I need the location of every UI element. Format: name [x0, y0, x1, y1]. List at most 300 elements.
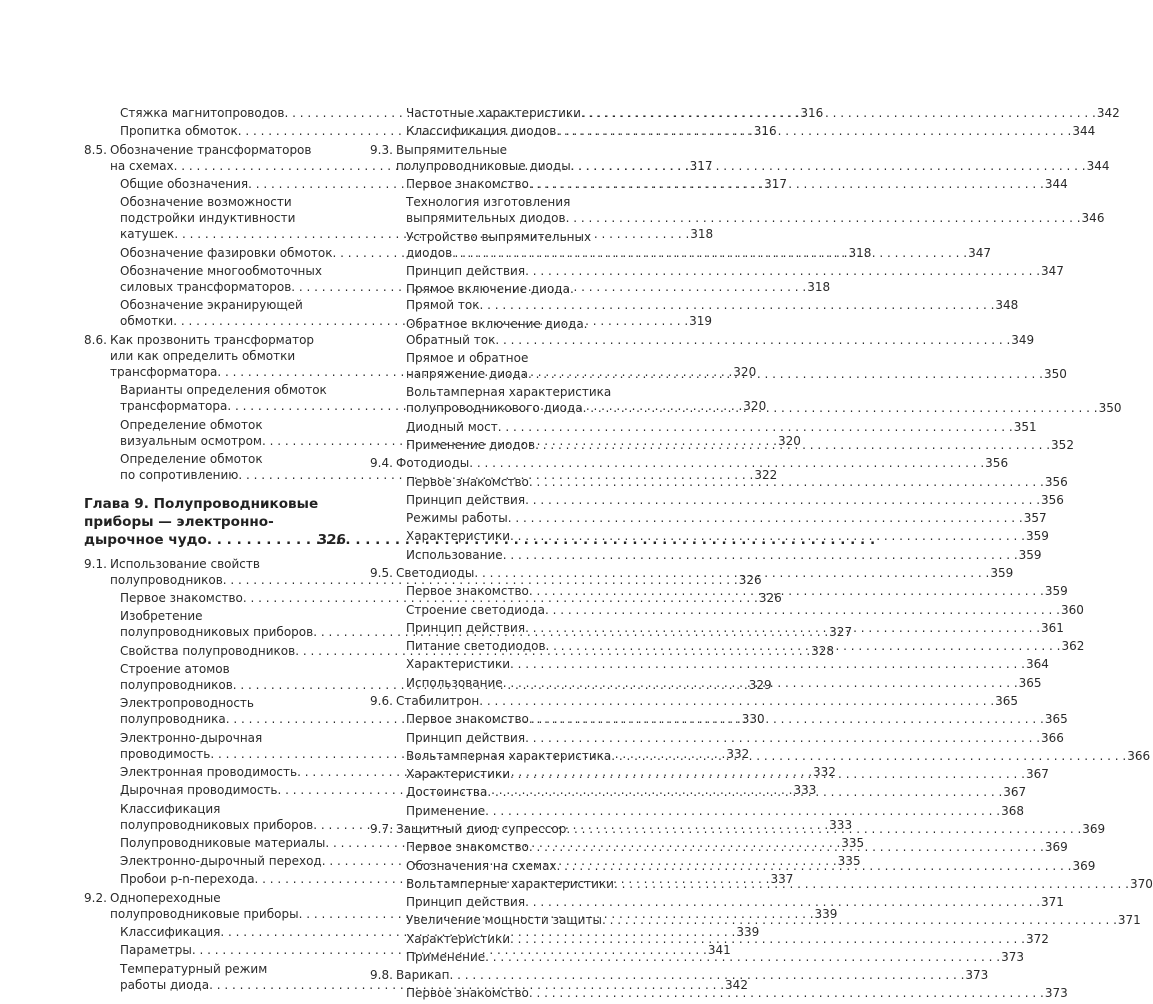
page-number: 316 — [800, 106, 824, 120]
entry-title-line: Технология изготовления — [406, 195, 571, 210]
dot-leader — [529, 176, 1044, 192]
page-number: 357 — [1023, 511, 1047, 526]
section-number: 8.6. — [84, 332, 107, 347]
dot-leader — [566, 210, 1081, 226]
dot-leader — [581, 105, 1096, 121]
toc-subsection-entry — [370, 547, 1042, 563]
page-number: 335 — [837, 854, 861, 869]
entry-last-line — [396, 693, 1018, 709]
page-number: 322 — [754, 468, 778, 483]
page-number: 318 — [807, 280, 831, 295]
page-number: 373 — [965, 968, 989, 983]
section-number — [84, 961, 120, 993]
page-number: 352 — [1051, 438, 1074, 453]
section-number — [370, 839, 406, 855]
page-number: 356 — [1041, 492, 1064, 507]
entry-text — [406, 528, 1049, 544]
entry-last-line — [406, 245, 991, 261]
entry-text — [406, 437, 1074, 453]
entry-title-line: Пропитка обмоток — [120, 124, 238, 139]
section-number — [370, 105, 406, 121]
entry-title-line: Общие обозначения — [120, 176, 249, 191]
entry-last-line — [406, 784, 1026, 800]
section-number: 9.8. — [370, 968, 393, 983]
entry-last-line — [406, 931, 1049, 947]
entry-title-line: Обозначение экранирующей — [120, 298, 303, 313]
dot-leader — [583, 400, 1098, 416]
page-number: 365 — [1044, 712, 1068, 727]
dot-leader — [510, 931, 1025, 947]
page-number: 332 — [726, 746, 750, 761]
entry-text — [406, 858, 1095, 874]
dot-leader — [452, 245, 967, 261]
entry-text — [406, 123, 1095, 139]
section-number — [370, 656, 406, 672]
dot-leader — [487, 784, 1002, 800]
entry-title-line: Электронно-дырочный переход — [120, 854, 322, 869]
section-number: 8.5. — [84, 142, 107, 157]
dot-leader — [525, 492, 1040, 508]
entry-title-line: Классификация диодов — [406, 124, 557, 139]
entry-title-line: полупроводниковые диоды — [396, 158, 571, 173]
section-number — [370, 602, 406, 618]
page-number: 349 — [1011, 332, 1035, 347]
entry-title-line: Прямой ток — [406, 298, 480, 313]
section-number — [84, 661, 120, 693]
entry-title-line: Вольтамперные характеристики — [406, 876, 614, 891]
dot-leader — [479, 297, 994, 313]
dot-leader — [508, 510, 1023, 526]
page-number: 347 — [1041, 263, 1064, 278]
entry-last-line — [406, 730, 1064, 746]
entry-title-line: Первое знакомство — [406, 712, 529, 727]
page-number: 326 — [317, 531, 346, 548]
entry-text — [406, 894, 1064, 910]
section-number — [84, 451, 120, 483]
page-number: 319 — [689, 314, 713, 329]
entry-text — [406, 583, 1068, 599]
section-number — [370, 316, 406, 348]
entry-text — [406, 985, 1068, 1001]
entry-last-line — [406, 210, 1104, 226]
entry-text — [406, 384, 1122, 416]
dot-leader — [525, 894, 1040, 910]
page-number: 320 — [743, 399, 767, 414]
page-number: 317 — [764, 176, 788, 191]
section-number — [370, 281, 406, 313]
chapter-title-line: Глава 9. Полупроводниковые — [84, 496, 319, 513]
page-number: 350 — [1098, 401, 1122, 416]
entry-title-line: Изобретение — [120, 609, 203, 624]
page-number: 356 — [985, 456, 1009, 471]
entry-title-line: Определение обмоток — [120, 417, 263, 432]
page-number: 359 — [1018, 547, 1042, 562]
entry-last-line — [406, 656, 1049, 672]
section-number — [370, 876, 406, 892]
entry-text — [406, 492, 1064, 508]
dot-leader — [557, 858, 1072, 874]
section-number — [84, 764, 120, 780]
dot-leader — [525, 620, 1040, 636]
page-number: 337 — [770, 872, 794, 887]
page-number: 344 — [1072, 124, 1096, 139]
entry-last-line — [406, 547, 1042, 563]
page-number: 332 — [813, 764, 836, 779]
page-number: 318 — [848, 245, 872, 260]
entry-title-line: Прямое включение диода. — [406, 282, 574, 297]
section-number — [370, 784, 406, 800]
entry-text — [406, 350, 1067, 382]
entry-title-line: Характеристики — [406, 767, 511, 782]
page-number: 359 — [1044, 584, 1068, 599]
section-number — [370, 419, 406, 435]
page-number: 369 — [1082, 821, 1106, 836]
page-number: 371 — [1041, 895, 1064, 910]
section-number — [84, 194, 120, 242]
entry-title-line: Использование — [406, 675, 503, 690]
section-number — [370, 638, 406, 654]
section-number — [370, 350, 406, 382]
page-number: 370 — [1129, 876, 1153, 891]
page-number: 316 — [753, 124, 777, 139]
page-number: 344 — [1086, 158, 1110, 173]
entry-title-line: Стабилитрон — [396, 693, 480, 708]
entry-last-line — [406, 839, 1068, 855]
entry-text — [406, 675, 1042, 691]
entry-title-line: Определение обмоток — [120, 451, 263, 466]
entry-title-line: Классификация — [120, 925, 221, 940]
page-number: 365 — [995, 693, 1019, 708]
chapter-title-line: приборы — электронно- — [84, 513, 274, 530]
entry-title-line: Характеристики — [406, 529, 511, 544]
entry-text — [406, 510, 1047, 526]
dot-leader — [525, 730, 1040, 746]
toc-section-entry — [370, 455, 1009, 471]
entry-text — [406, 229, 991, 261]
entry-last-line — [406, 638, 1084, 654]
page-number: 320 — [777, 433, 801, 448]
entry-title-line: визуальным осмотром — [120, 433, 262, 448]
entry-last-line — [396, 565, 1013, 581]
section-number: 9.7. — [370, 821, 393, 836]
section-number — [84, 643, 120, 659]
page-number: 359 — [990, 566, 1014, 580]
section-number — [370, 931, 406, 947]
toc-subsection-entry — [370, 263, 1064, 279]
page-number: 369 — [1072, 858, 1096, 873]
entry-title-line: трансформатора — [120, 399, 228, 414]
page-number: 368 — [1001, 803, 1024, 818]
entry-text — [406, 949, 1024, 965]
dot-leader — [474, 565, 989, 581]
entry-last-line — [406, 876, 1153, 892]
section-number — [370, 510, 406, 526]
toc-subsection-entry — [370, 803, 1024, 819]
entry-last-line — [406, 105, 1120, 121]
entry-title-line: Обозначения на схемах — [406, 858, 557, 873]
entry-title-line: полупроводниковых приборов — [120, 625, 314, 640]
toc-subsection-entry — [370, 656, 1049, 672]
entry-title-line: Принцип действия — [406, 263, 526, 278]
entry-title-line: Использование свойств — [110, 556, 260, 571]
entry-title-line: Частотные характеристики — [406, 106, 581, 120]
page-number: 367 — [1003, 785, 1027, 800]
section-number — [370, 528, 406, 544]
entry-title-line: Принцип действия — [406, 730, 526, 745]
entry-title-line: Характеристики — [406, 657, 511, 672]
entry-title-line: Как прозвонить трансформатор — [110, 332, 315, 347]
dot-leader — [556, 123, 1071, 139]
entry-title-line: обмотки — [120, 314, 174, 329]
entry-text — [406, 316, 1034, 348]
page-number: 350 — [1043, 367, 1067, 382]
entry-title-line: Применение — [406, 803, 486, 818]
entry-title-line: Светодиоды — [396, 566, 475, 580]
page-number: 326 — [758, 590, 782, 605]
dot-leader — [469, 455, 984, 471]
entry-title-line: Выпрямительные — [396, 142, 508, 157]
entry-last-line — [406, 620, 1064, 636]
entry-title-line: Принцип действия — [406, 620, 526, 635]
dot-leader — [449, 967, 964, 983]
entry-title-line: Использование — [406, 547, 503, 562]
page-number: 335 — [841, 835, 865, 850]
entry-title-line: Увеличение мощности защиты — [406, 913, 602, 928]
entry-text — [406, 803, 1024, 819]
entry-last-line — [406, 419, 1037, 435]
entry-title-line: Первое знакомство — [406, 176, 529, 191]
entry-text — [406, 281, 1018, 313]
entry-text — [406, 784, 1026, 800]
page-number: 339 — [814, 906, 838, 921]
dot-leader — [503, 547, 1018, 563]
entry-title-line: полупроводников — [110, 572, 223, 587]
entry-text — [406, 263, 1064, 279]
page-number: 329 — [748, 677, 772, 692]
dot-leader — [529, 711, 1044, 727]
entry-title-line: Прямое и обратное — [406, 351, 529, 365]
page-number: 365 — [1018, 675, 1042, 690]
dot-leader — [525, 263, 1040, 279]
section-number — [84, 853, 120, 869]
section-number: 9.4. — [370, 456, 393, 471]
section-number — [370, 194, 406, 226]
entry-last-line — [406, 123, 1095, 139]
section-number — [370, 547, 406, 563]
entry-last-line — [406, 528, 1049, 544]
entry-last-line — [406, 263, 1064, 279]
dot-leader — [510, 656, 1025, 672]
page-number: 351 — [1013, 419, 1037, 434]
section-number — [84, 123, 120, 139]
entry-last-line — [396, 967, 988, 983]
page-number: 362 — [1061, 639, 1085, 654]
dot-leader — [602, 912, 1117, 928]
dot-leader — [566, 821, 1081, 837]
entry-text — [396, 821, 1105, 837]
dot-leader — [571, 158, 1086, 174]
toc-chapter-heading — [84, 496, 346, 549]
page-number: 356 — [1044, 474, 1068, 489]
entry-title-line: Принцип действия — [406, 895, 526, 910]
page-number: 339 — [736, 925, 760, 940]
dot-leader — [485, 949, 1000, 965]
section-number — [370, 620, 406, 636]
entry-title-line: Электропроводность — [120, 696, 254, 711]
entry-title-line: на схемах — [110, 158, 174, 173]
entry-title-line: Электронная проводимость — [120, 764, 298, 779]
section-number — [370, 492, 406, 508]
entry-last-line — [406, 474, 1068, 490]
dot-leader — [479, 693, 994, 709]
section-number — [84, 590, 120, 606]
section-number — [370, 474, 406, 490]
page-number: 373 — [1001, 949, 1024, 964]
page-number: 348 — [995, 298, 1019, 313]
entry-title-line: Строение светодиода — [406, 602, 546, 617]
dot-leader — [528, 366, 1043, 382]
entry-title-line: Дырочная проводимость — [120, 783, 278, 798]
entry-title-line: Вольтамперная характеристика — [406, 748, 612, 763]
dot-leader — [207, 532, 317, 550]
entry-title-line: подстройки индуктивности — [120, 211, 296, 226]
entry-text — [406, 194, 1104, 226]
section-number — [84, 382, 120, 414]
entry-title-line: Однопереходные — [110, 890, 221, 905]
entry-text — [406, 766, 1049, 782]
entry-title-line: выпрямительных диодов — [406, 211, 566, 226]
entry-title-line: Применение диодов — [406, 438, 536, 453]
page-number: 371 — [1117, 913, 1141, 928]
page-number: 330 — [741, 712, 765, 727]
entry-text — [406, 638, 1084, 654]
section-number — [84, 105, 120, 121]
entry-title-line: Классификация — [120, 801, 221, 816]
entry-last-line — [406, 711, 1068, 727]
entry-title-line: Вольтамперная характеристика — [406, 385, 612, 400]
page-number: 317 — [689, 158, 713, 173]
entry-title-line: Обратное включение диода. — [406, 316, 588, 331]
entry-text — [396, 455, 1008, 471]
entry-text — [406, 931, 1049, 947]
entry-text — [406, 105, 1120, 121]
entry-title-line: Применение — [406, 949, 486, 964]
entry-last-line — [406, 583, 1068, 599]
section-number: 9.3. — [370, 142, 393, 157]
entry-last-line — [406, 858, 1095, 874]
entry-title-line: диодов — [406, 245, 453, 260]
entry-title-line: Режимы работы — [406, 511, 508, 526]
page-number: 341 — [707, 943, 731, 958]
section-number — [84, 608, 120, 640]
entry-text — [406, 656, 1049, 672]
dot-leader — [614, 876, 1129, 892]
entry-last-line — [406, 176, 1068, 192]
entry-last-line — [406, 492, 1064, 508]
dot-leader — [510, 766, 1025, 782]
entry-title-line: по сопротивлению — [120, 468, 239, 483]
entry-title-line: Первое знакомство — [406, 474, 529, 489]
entry-title-line: полупроводникового диода — [406, 401, 583, 416]
dot-leader — [485, 803, 1000, 819]
entry-title-line: Обозначение фазировки обмоток — [120, 245, 333, 260]
entry-text — [406, 730, 1064, 746]
section-number: 9.1. — [84, 556, 107, 571]
section-number — [84, 835, 120, 851]
page-number: 328 — [811, 643, 835, 658]
entry-last-line — [406, 748, 1150, 764]
entry-title-line: Достоинства — [406, 785, 488, 800]
section-number — [370, 711, 406, 727]
entry-title-line: Полупроводниковые материалы — [120, 835, 326, 850]
section-number — [84, 871, 120, 887]
entry-title-line: Стяжка магнитопроводов — [120, 106, 285, 120]
entry-title-line: Обратный ток — [406, 332, 496, 347]
section-number — [84, 176, 120, 192]
section-number — [84, 263, 120, 295]
toc-subsection-entry — [370, 894, 1064, 910]
section-number — [370, 985, 406, 1001]
section-number: 9.2. — [84, 890, 107, 905]
toc-subsection-entry — [370, 985, 1068, 1001]
page-number: 359 — [1025, 529, 1049, 544]
section-number — [370, 730, 406, 746]
toc-subsection-entry — [370, 419, 1037, 435]
section-number — [84, 417, 120, 449]
entry-last-line — [406, 766, 1049, 782]
section-number — [370, 263, 406, 279]
entry-title-line: Варикап — [396, 968, 450, 983]
dot-leader — [529, 985, 1044, 1001]
page-number: 333 — [793, 783, 817, 798]
entry-last-line — [406, 912, 1141, 928]
page-number: 364 — [1025, 657, 1049, 672]
toc-subsection-entry — [370, 194, 1105, 226]
dot-leader — [529, 474, 1044, 490]
page-number: 342 — [1096, 106, 1120, 120]
entry-title-line: полупроводниковые приборы — [110, 906, 299, 921]
section-number — [370, 229, 406, 261]
entry-last-line — [406, 894, 1064, 910]
section-number: 9.6. — [370, 693, 393, 708]
entry-last-line — [406, 803, 1024, 819]
section-number — [370, 583, 406, 599]
section-number — [84, 924, 120, 940]
entry-title-line: Пробои p-n-перехода — [120, 872, 255, 887]
toc-subsection-entry — [370, 492, 1064, 508]
section-number — [84, 801, 120, 833]
entry-last-line — [396, 455, 1008, 471]
section-number — [84, 782, 120, 798]
entry-title-line: полупроводниковых приборов — [120, 817, 314, 832]
entry-text — [406, 474, 1068, 490]
entry-title-line: Обозначение трансформаторов — [110, 142, 312, 157]
entry-text — [406, 620, 1064, 636]
entry-title-line: Электронно-дырочная — [120, 730, 263, 745]
section-number — [84, 297, 120, 329]
entry-last-line — [406, 297, 1018, 313]
entry-last-line — [396, 821, 1105, 837]
entry-title-line: Свойства полупроводников — [120, 643, 296, 658]
entry-title-line: Первое знакомство — [406, 840, 529, 855]
entry-last-line — [406, 602, 1084, 618]
section-number — [370, 176, 406, 192]
entry-last-line — [396, 158, 1110, 174]
entry-title-line: трансформатора — [110, 364, 218, 379]
entry-text — [406, 602, 1084, 618]
toc-section-entry — [370, 967, 989, 983]
entry-title-line: силовых трансформаторов — [120, 280, 292, 295]
